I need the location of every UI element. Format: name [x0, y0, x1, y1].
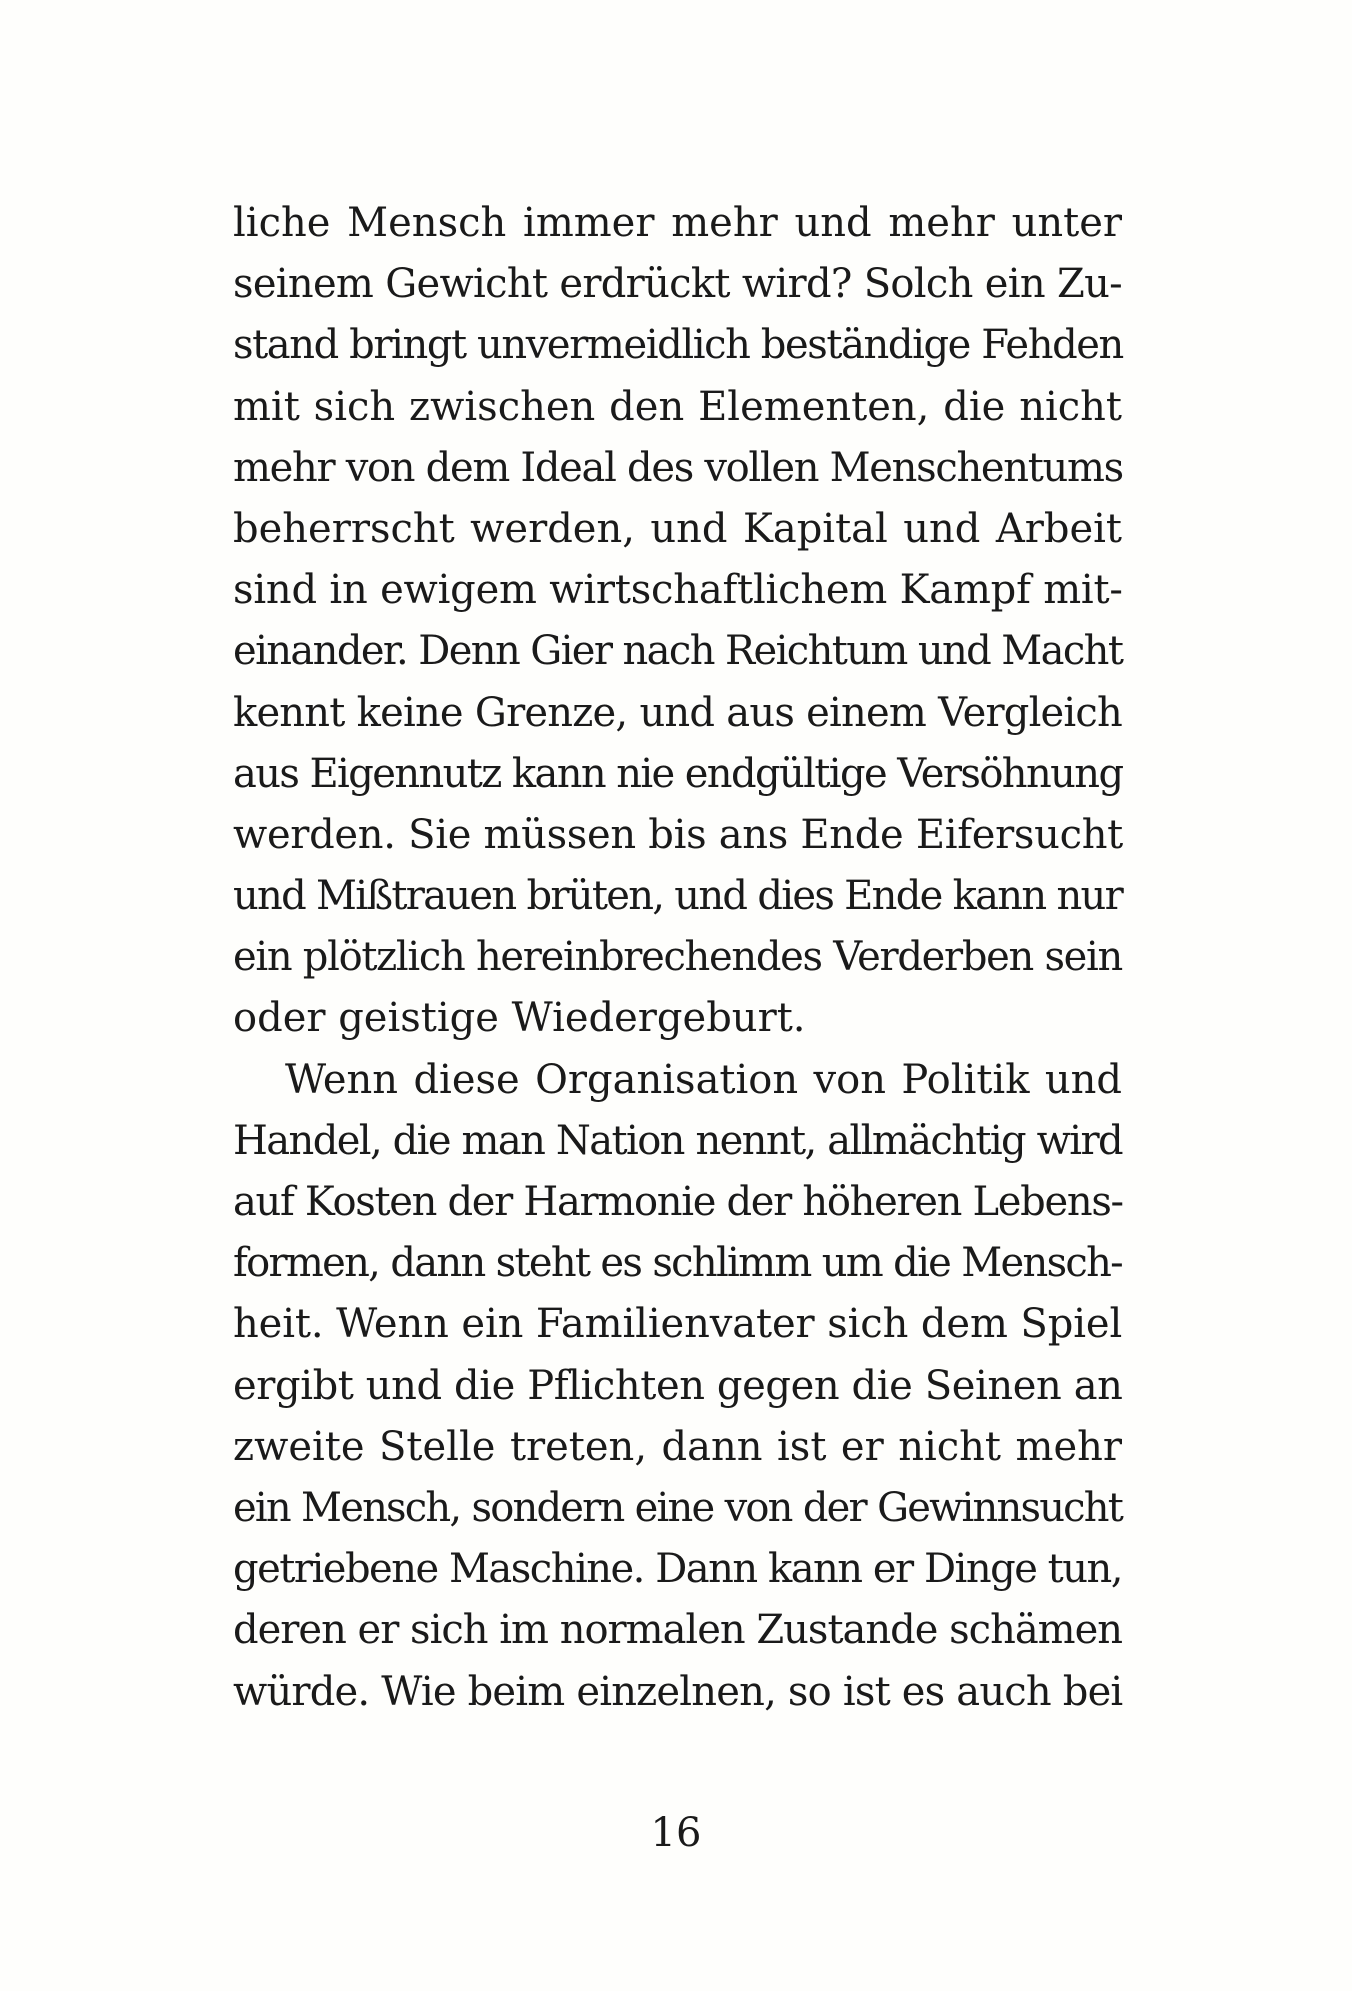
body-text	[233, 193, 1122, 1723]
text-line: seinem Gewicht erdrückt wird? Solch ein Zu-	[233, 261, 1122, 308]
text-line: mit sich zwischen den Elementen, die nicht	[233, 383, 1122, 430]
text-line: sind in ewigem wirtschaftlichem Kampf mit-	[233, 567, 1123, 614]
text-line: formen, dann steht es schlimm um die Mensch-	[233, 1240, 1122, 1287]
text-line: liche Mensch immer mehr und mehr unter	[233, 200, 1122, 246]
text-line: einander. Denn Gier nach Reichtum und Macht	[233, 628, 1123, 675]
text-line: zweite Stelle treten, dann ist er nicht mehr	[233, 1423, 1122, 1470]
text-line: heit. Wenn ein Familienvater sich dem Spiel	[233, 1301, 1123, 1348]
text-line: ein Mensch, sondern eine von der Gewinnsucht	[233, 1484, 1122, 1531]
text-line: getriebene Maschine. Dann kann er Dinge tun,	[233, 1546, 1122, 1593]
page-number: 16	[650, 1810, 702, 1856]
text-line: kennt keine Grenze, und aus einem Vergleich	[233, 689, 1122, 736]
text-line: oder geistige Wiedergeburt.	[233, 995, 806, 1042]
text-line: auf Kosten der Harmonie der höheren Lebens-	[233, 1179, 1123, 1225]
text-line: werden. Sie müssen bis ans Ende Eifersucht	[233, 811, 1123, 858]
text-line: deren er sich im normalen Zustande schämen	[233, 1607, 1123, 1654]
text-line: ergibt und die Pflichten gegen die Seinen an	[233, 1362, 1123, 1409]
text-line: aus Eigennutz kann nie endgültige Versöhnung	[233, 750, 1123, 797]
text-line: beherrscht werden, und Kapital und Arbeit	[233, 505, 1122, 552]
text-line: Handel, die man Nation nennt, allmächtig wird	[233, 1117, 1122, 1164]
text-line: würde. Wie beim einzelnen, so ist es auch bei	[233, 1668, 1123, 1715]
text-line: ein plötzlich hereinbrechendes Verderben sein	[233, 934, 1122, 981]
text-line: und Mißtrauen brüten, und dies Ende kann nur	[233, 873, 1122, 920]
text-line: Wenn diese Organisation von Politik und	[285, 1056, 1122, 1103]
text-line: mehr von dem Ideal des vollen Menschentums	[233, 444, 1123, 491]
text-line: stand bringt unvermeidlich beständige Fehden	[233, 322, 1123, 369]
